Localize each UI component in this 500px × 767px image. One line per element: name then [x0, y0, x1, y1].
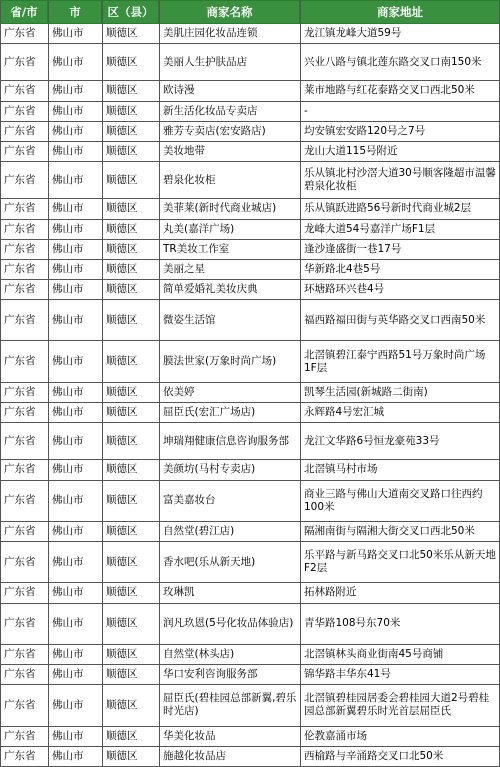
cell-district: 顺德区: [102, 102, 159, 121]
table-row: [0, 240, 500, 260]
cell-store-name: 自然堂(林头店): [159, 645, 300, 664]
table-body: [0, 24, 500, 767]
table-header: [0, 0, 500, 24]
cell-province: 广东省: [0, 122, 48, 141]
cell-city: 佛山市: [48, 199, 102, 218]
cell-city: 佛山市: [48, 604, 102, 644]
cell-district: 顺德区: [102, 142, 159, 161]
cell-store-name: 美肌庄园化妆品连锁: [159, 24, 300, 43]
cell-store-name: 丸美(嘉洋广场): [159, 220, 300, 239]
cell-district: 顺德区: [102, 24, 159, 43]
cell-city: 佛山市: [48, 142, 102, 161]
cell-store-address: 北滘镇马村市场: [300, 460, 500, 479]
cell-store-name: 膜法世家(万象时尚广场): [159, 341, 300, 381]
cell-store-address: 锦华路丰华东41号: [300, 665, 500, 684]
cell-store-name: 屈臣氏(宏汇广场店): [159, 403, 300, 422]
cell-store-name: 玫琳凯: [159, 583, 300, 602]
cell-district: 顺德区: [102, 403, 159, 422]
cell-store-name: 富美嘉妆台: [159, 481, 300, 521]
cell-store-name: 自然堂(碧江店): [159, 522, 300, 541]
cell-store-name: 施越化妆品店: [159, 747, 300, 766]
cell-store-address: 北滘镇碧江泰宁西路51号万象时尚广场1F层: [300, 341, 500, 381]
table-row: [0, 383, 500, 403]
cell-province: 广东省: [0, 220, 48, 239]
cell-store-name: 美颜坊(马村专卖店): [159, 460, 300, 479]
header-address: 商家地址: [300, 1, 500, 23]
cell-province: 广东省: [0, 81, 48, 100]
table-row: [0, 583, 500, 603]
table-row: [0, 341, 500, 382]
cell-store-name: 华美化妆品: [159, 727, 300, 746]
cell-district: 顺德区: [102, 300, 159, 340]
cell-store-name: 美丽之星: [159, 260, 300, 279]
cell-province: 广东省: [0, 665, 48, 684]
cell-district: 顺德区: [102, 481, 159, 521]
cell-province: 广东省: [0, 481, 48, 521]
cell-store-address: 西榆路与辛涌路交叉口北50米: [300, 747, 500, 766]
table-row: [0, 81, 500, 101]
cell-store-name: 简单爱婚礼美妆庆典: [159, 280, 300, 299]
cell-store-name: 屈臣氏(碧桂园总部新翼,碧乐时光店): [159, 685, 300, 725]
table-row: [0, 220, 500, 240]
cell-district: 顺德区: [102, 220, 159, 239]
cell-province: 广东省: [0, 685, 48, 725]
cell-store-address: 龙江镇龙峰大道59号: [300, 24, 500, 43]
cell-province: 广东省: [0, 260, 48, 279]
cell-district: 顺德区: [102, 122, 159, 141]
cell-store-address: 莱市地路与红花泰路交叉口西北50米: [300, 81, 500, 100]
cell-city: 佛山市: [48, 481, 102, 521]
cell-store-address: 拓林路附近: [300, 583, 500, 602]
table-row: [0, 747, 500, 767]
cell-province: 广东省: [0, 583, 48, 602]
cell-city: 佛山市: [48, 240, 102, 259]
cell-store-name: 雅芳专卖店(宏安路店): [159, 122, 300, 141]
cell-city: 佛山市: [48, 341, 102, 381]
cell-district: 顺德区: [102, 341, 159, 381]
cell-store-address: 龙峰大道54号嘉洋广场F1层: [300, 220, 500, 239]
cell-store-name: 微姿生活馆: [159, 300, 300, 340]
cell-district: 顺德区: [102, 81, 159, 100]
table-row: [0, 727, 500, 747]
cell-store-address: 伦教嘉涌市场: [300, 727, 500, 746]
cell-district: 顺德区: [102, 199, 159, 218]
cell-city: 佛山市: [48, 102, 102, 121]
cell-district: 顺德区: [102, 685, 159, 725]
cell-store-name: 华口安利咨询服务部: [159, 665, 300, 684]
cell-city: 佛山市: [48, 542, 102, 582]
cell-city: 佛山市: [48, 645, 102, 664]
cell-store-name: 新生活化妆品专卖店: [159, 102, 300, 121]
cell-city: 佛山市: [48, 460, 102, 479]
cell-district: 顺德区: [102, 665, 159, 684]
cell-store-address: 永辉路4号宏汇城: [300, 403, 500, 422]
cell-store-address: 均安镇宏安路120号之7号: [300, 122, 500, 141]
cell-city: 佛山市: [48, 300, 102, 340]
table-row: [0, 24, 500, 44]
cell-district: 顺德区: [102, 280, 159, 299]
cell-district: 顺德区: [102, 583, 159, 602]
table-row: [0, 280, 500, 300]
cell-store-name: 欧诗漫: [159, 81, 300, 100]
cell-store-address: 龙江文华路6号恒龙豪苑33号: [300, 423, 500, 459]
table-row: [0, 162, 500, 199]
cell-store-name: 美妆地带: [159, 142, 300, 161]
table-row: [0, 423, 500, 460]
cell-city: 佛山市: [48, 747, 102, 766]
cell-store-name: 美丽人生护肤品店: [159, 44, 300, 80]
cell-district: 顺德区: [102, 460, 159, 479]
cell-district: 顺德区: [102, 423, 159, 459]
cell-province: 广东省: [0, 300, 48, 340]
cell-city: 佛山市: [48, 423, 102, 459]
cell-store-address: 商业三路与佛山大道南交叉路口往西约100米: [300, 481, 500, 521]
cell-city: 佛山市: [48, 24, 102, 43]
cell-city: 佛山市: [48, 44, 102, 80]
table-row: [0, 44, 500, 81]
cell-city: 佛山市: [48, 260, 102, 279]
table-row: [0, 542, 500, 583]
cell-store-address: -: [300, 102, 500, 121]
cell-city: 佛山市: [48, 383, 102, 402]
cell-district: 顺德区: [102, 604, 159, 644]
table-row: [0, 460, 500, 480]
cell-store-name: 美菲莱(新时代商业城店): [159, 199, 300, 218]
table-row: [0, 403, 500, 423]
cell-store-address: 兴业八路与镇北莲东路交叉口南150米: [300, 44, 500, 80]
cell-district: 顺德区: [102, 240, 159, 259]
cell-province: 广东省: [0, 747, 48, 766]
cell-province: 广东省: [0, 383, 48, 402]
cell-city: 佛山市: [48, 522, 102, 541]
header-name: 商家名称: [159, 1, 300, 23]
cell-store-address: 凯琴生活园(新城路二街南): [300, 383, 500, 402]
cell-city: 佛山市: [48, 665, 102, 684]
table-row: [0, 645, 500, 665]
cell-store-address: 乐从镇北村沙滘大道30号顺客隆超市温馨碧泉化妆柜: [300, 162, 500, 198]
cell-province: 广东省: [0, 727, 48, 746]
cell-city: 佛山市: [48, 122, 102, 141]
table-row: [0, 604, 500, 645]
cell-province: 广东省: [0, 199, 48, 218]
cell-store-address: 龙山大道115号附近: [300, 142, 500, 161]
cell-city: 佛山市: [48, 727, 102, 746]
table-row: [0, 260, 500, 280]
cell-district: 顺德区: [102, 747, 159, 766]
cell-store-address: 环塘路环兴巷4号: [300, 280, 500, 299]
cell-province: 广东省: [0, 280, 48, 299]
cell-store-address: 华新路北4巷5号: [300, 260, 500, 279]
cell-district: 顺德区: [102, 44, 159, 80]
cell-province: 广东省: [0, 341, 48, 381]
cell-city: 佛山市: [48, 220, 102, 239]
cell-province: 广东省: [0, 460, 48, 479]
table-row: [0, 665, 500, 685]
cell-store-address: 北滘镇碧桂园居委会碧桂园大道2号碧桂园总部新翼碧乐时光首层屈臣氏: [300, 685, 500, 725]
cell-province: 广东省: [0, 645, 48, 664]
header-district: 区（县）: [102, 1, 159, 23]
cell-district: 顺德区: [102, 645, 159, 664]
table-row: [0, 685, 500, 726]
cell-store-address: 福西路福田街与英华路交叉口西南50米: [300, 300, 500, 340]
cell-store-name: 香水吧(乐从新天地): [159, 542, 300, 582]
cell-province: 广东省: [0, 423, 48, 459]
table-row: [0, 142, 500, 162]
cell-district: 顺德区: [102, 383, 159, 402]
cell-store-address: 北滘镇林头商业街南45号商铺: [300, 645, 500, 664]
table-row: [0, 522, 500, 542]
cell-city: 佛山市: [48, 583, 102, 602]
table-row: [0, 199, 500, 219]
cell-city: 佛山市: [48, 162, 102, 198]
cell-province: 广东省: [0, 542, 48, 582]
table-row: [0, 102, 500, 122]
cell-store-name: 坤瑞翔健康信息咨询服务部: [159, 423, 300, 459]
table-row: [0, 122, 500, 142]
header-city: 市: [48, 1, 102, 23]
cell-store-name: 润凡玖恩(5号化妆品体验店): [159, 604, 300, 644]
cell-store-name: 碧泉化妆柜: [159, 162, 300, 198]
cell-store-address: 青华路108号东70米: [300, 604, 500, 644]
cell-district: 顺德区: [102, 260, 159, 279]
cell-store-address: 隔湘南街与隔湘大街交叉口西北50米: [300, 522, 500, 541]
cell-province: 广东省: [0, 24, 48, 43]
cell-province: 广东省: [0, 240, 48, 259]
header-province: 省/市: [0, 1, 48, 23]
cell-province: 广东省: [0, 102, 48, 121]
cell-city: 佛山市: [48, 403, 102, 422]
cell-store-address: 逢沙逢盛街一巷17号: [300, 240, 500, 259]
cell-store-address: 乐从镇跃进路56号新时代商业城2层: [300, 199, 500, 218]
cell-city: 佛山市: [48, 81, 102, 100]
cell-province: 广东省: [0, 142, 48, 161]
cell-district: 顺德区: [102, 727, 159, 746]
cell-province: 广东省: [0, 403, 48, 422]
cell-district: 顺德区: [102, 162, 159, 198]
cell-district: 顺德区: [102, 542, 159, 582]
cell-store-name: TR美妆工作室: [159, 240, 300, 259]
cell-store-address: 乐平路与新马路交叉口北50米乐从新天地F2层: [300, 542, 500, 582]
cell-city: 佛山市: [48, 280, 102, 299]
table-row: [0, 300, 500, 341]
table-row: [0, 481, 500, 522]
cell-province: 广东省: [0, 522, 48, 541]
cell-city: 佛山市: [48, 685, 102, 725]
cell-province: 广东省: [0, 162, 48, 198]
cell-province: 广东省: [0, 44, 48, 80]
cell-store-name: 依美婷: [159, 383, 300, 402]
cell-province: 广东省: [0, 604, 48, 644]
cell-district: 顺德区: [102, 522, 159, 541]
